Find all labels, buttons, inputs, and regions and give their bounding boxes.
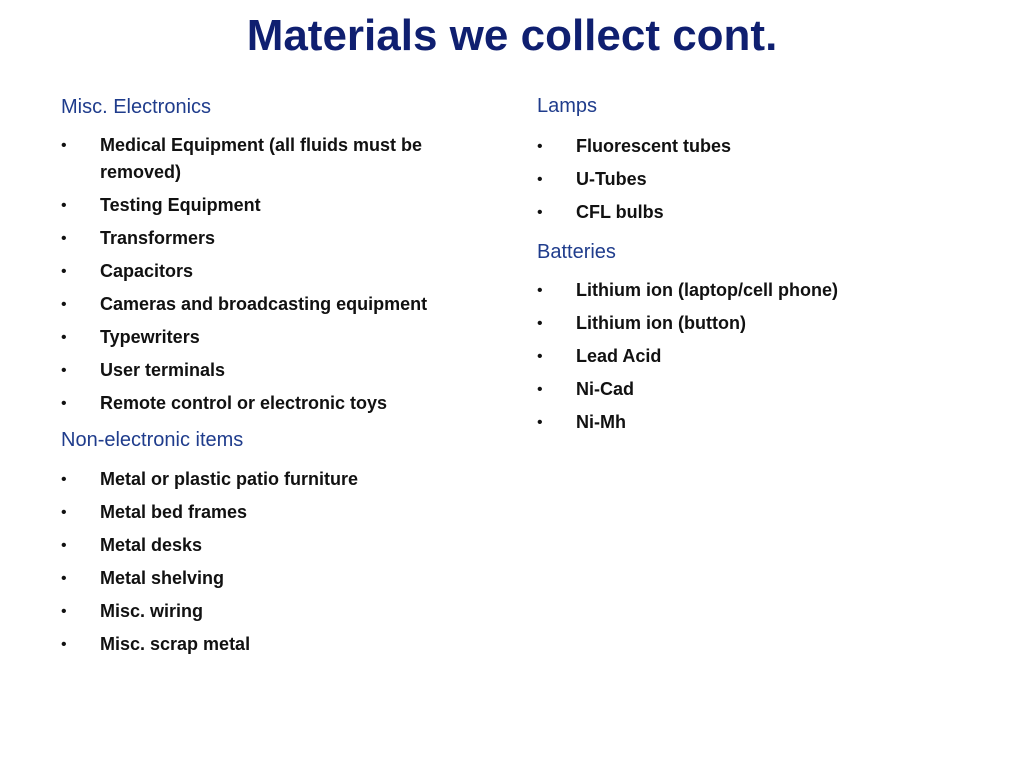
- bullet-icon: •: [61, 471, 67, 488]
- bullet-icon: •: [61, 636, 67, 653]
- non-electronic-items-list: [61, 466, 491, 664]
- list-item: • Misc. scrap metal: [61, 631, 491, 658]
- list-item: • Ni-Cad: [537, 376, 957, 403]
- bullet-icon: •: [537, 282, 543, 299]
- list-item: • Fluorescent tubes: [537, 133, 957, 160]
- list-item: • Lithium ion (laptop/cell phone): [537, 277, 957, 304]
- bullet-icon: •: [537, 204, 543, 221]
- section-heading-non-electronic-items: Non-electronic items: [61, 429, 244, 451]
- list-item: • U-Tubes: [537, 166, 957, 193]
- list-item: • Metal or plastic patio furniture: [61, 466, 491, 493]
- bullet-icon: •: [537, 171, 543, 188]
- bullet-icon: •: [61, 296, 67, 313]
- list-item: • Lithium ion (button): [537, 310, 957, 337]
- bullet-icon: •: [61, 504, 67, 521]
- list-item: • Medical Equipment (all fluids must be removed): [61, 132, 491, 186]
- bullet-icon: •: [61, 263, 67, 280]
- list-item: • User terminals: [61, 357, 491, 384]
- list-item: • Cameras and broadcasting equipment: [61, 291, 491, 318]
- bullet-icon: •: [61, 570, 67, 587]
- section-heading-batteries: Batteries: [537, 241, 616, 263]
- bullet-icon: •: [61, 329, 67, 346]
- list-item: • Transformers: [61, 225, 491, 252]
- section-heading-misc-electronics: Misc. Electronics: [61, 96, 212, 118]
- bullet-icon: •: [537, 348, 543, 365]
- list-item: • Metal bed frames: [61, 499, 491, 526]
- section-heading-lamps: Lamps: [537, 95, 598, 117]
- list-item: • Metal desks: [61, 532, 491, 559]
- list-item: • Misc. wiring: [61, 598, 491, 625]
- bullet-icon: •: [61, 137, 67, 154]
- lamps-list: [537, 133, 957, 232]
- bullet-icon: •: [61, 197, 67, 214]
- bullet-icon: •: [537, 381, 543, 398]
- list-item: • CFL bulbs: [537, 199, 957, 226]
- list-item: • Remote control or electronic toys: [61, 390, 491, 417]
- list-item: • Testing Equipment: [61, 192, 491, 219]
- list-item: • Typewriters: [61, 324, 491, 351]
- list-item: • Lead Acid: [537, 343, 957, 370]
- misc-electronics-list: [61, 132, 491, 423]
- bullet-icon: •: [61, 603, 67, 620]
- batteries-list: [537, 277, 957, 442]
- bullet-icon: •: [61, 362, 67, 379]
- bullet-icon: •: [537, 315, 543, 332]
- bullet-icon: •: [61, 230, 67, 247]
- bullet-icon: •: [537, 414, 543, 431]
- list-item: • Ni-Mh: [537, 409, 957, 436]
- bullet-icon: •: [537, 138, 543, 155]
- bullet-icon: •: [61, 395, 67, 412]
- list-item: • Capacitors: [61, 258, 491, 285]
- bullet-icon: •: [61, 537, 67, 554]
- slide-title: Materials we collect cont.: [246, 11, 778, 60]
- list-item: • Metal shelving: [61, 565, 491, 592]
